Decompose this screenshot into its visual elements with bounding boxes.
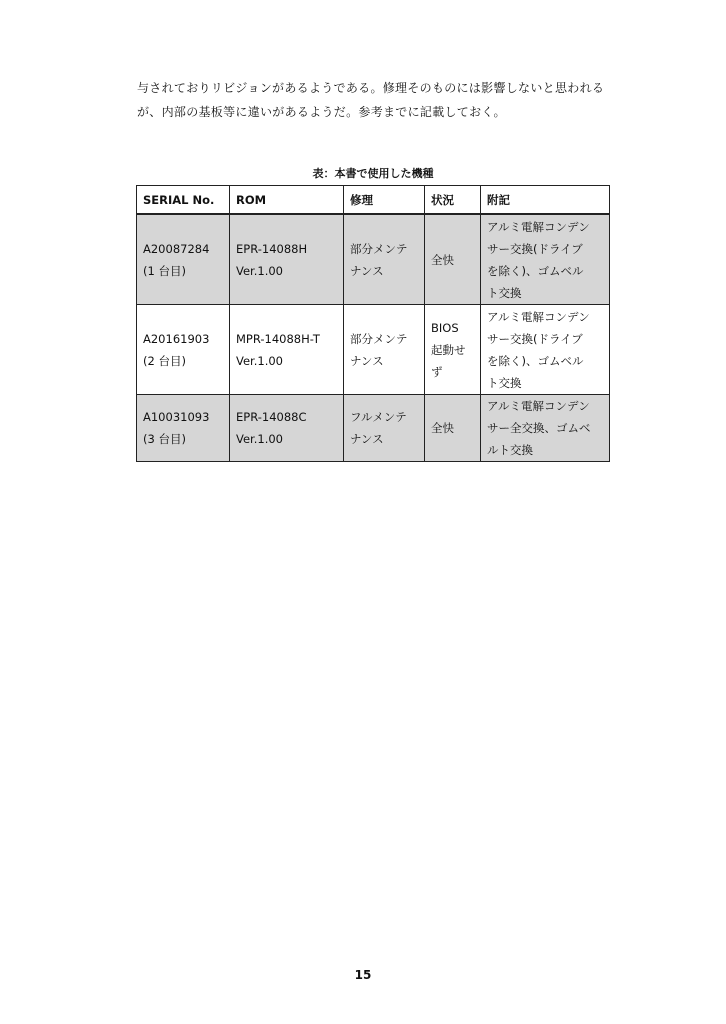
cell-repair: 部分メンテ ナンス <box>344 214 425 305</box>
header-repair: 修理 <box>344 186 425 215</box>
cell-rom: EPR-14088C Ver.1.00 <box>230 395 344 462</box>
intro-paragraph: 与されておりリビジョンがあるようである。修理そのものには影響しないと思われるが、内部の基板等に違いがあるようだ。参考までに記載しておく。 <box>137 81 605 119</box>
cell-status: BIOS 起動せ ず <box>425 305 481 395</box>
cell-serial: A20087284 (1 台目) <box>137 214 230 305</box>
cell-repair: 部分メンテ ナンス <box>344 305 425 395</box>
cell-serial: A20161903 (2 台目) <box>137 305 230 395</box>
table-caption: 表：本書で使用した機種 <box>312 167 434 180</box>
machine-table <box>136 185 610 462</box>
cell-note: アルミ電解コンデン サー交換(ドライブ を除く)、ゴムベル ト交換 <box>481 305 610 395</box>
header-note: 附記 <box>481 186 610 215</box>
header-status: 状況 <box>425 186 481 215</box>
cell-rom: MPR-14088H-T Ver.1.00 <box>230 305 344 395</box>
cell-status: 全快 <box>425 395 481 462</box>
cell-status: 全快 <box>425 214 481 305</box>
cell-note: アルミ電解コンデン サー交換(ドライブ を除く)、ゴムベル ト交換 <box>481 214 610 305</box>
cell-repair: フルメンテ ナンス <box>344 395 425 462</box>
cell-rom: EPR-14088H Ver.1.00 <box>230 214 344 305</box>
header-rom: ROM <box>230 186 344 215</box>
table-row <box>137 214 610 305</box>
table-header-row <box>137 186 610 215</box>
table-row <box>137 305 610 395</box>
table-row <box>137 395 610 462</box>
page-number: 15 <box>354 968 372 982</box>
cell-note: アルミ電解コンデン サー全交換、ゴムベ ルト交換 <box>481 395 610 462</box>
cell-serial: A10031093 (3 台目) <box>137 395 230 462</box>
header-serial: SERIAL No. <box>137 186 230 215</box>
